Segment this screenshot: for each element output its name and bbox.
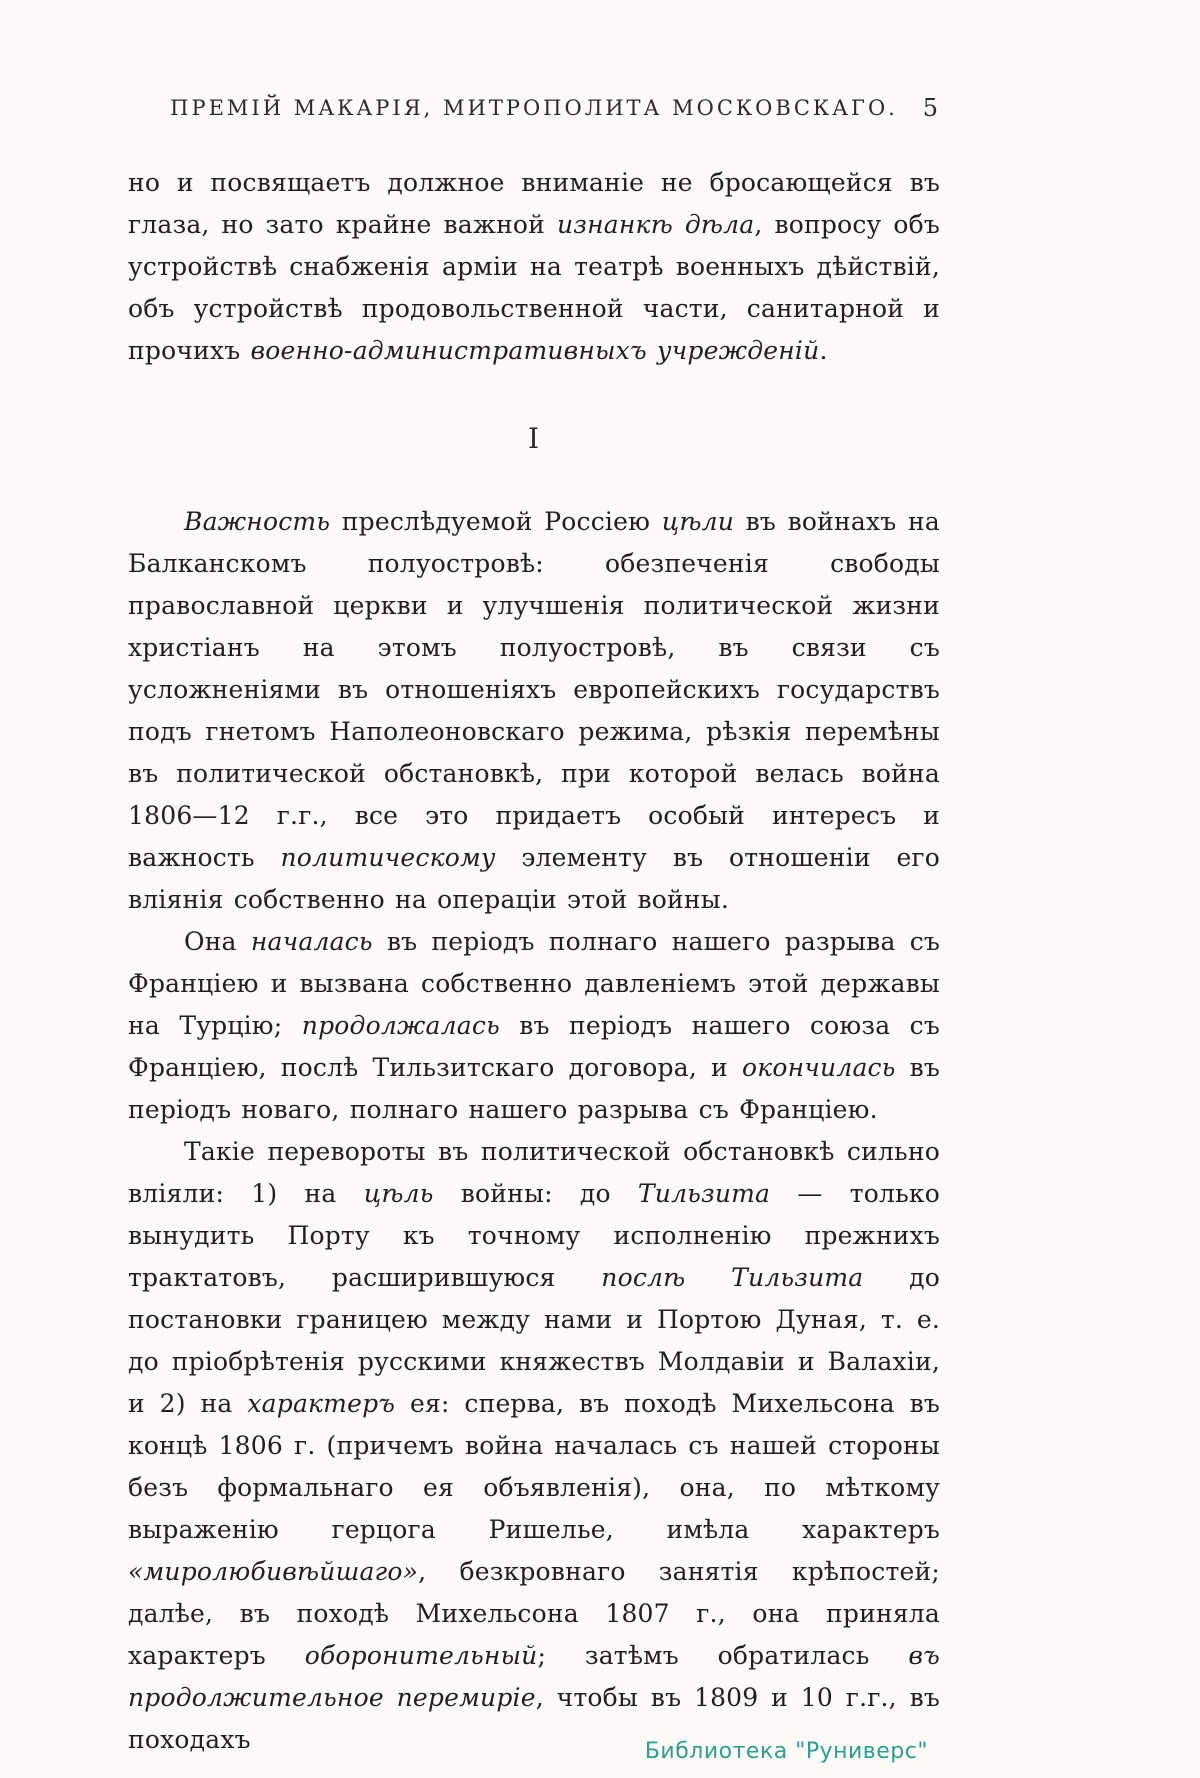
running-title: ПРЕМІЙ МАКАРІЯ, МИТРОПОЛИТА МОСКОВСКАГО. — [170, 96, 898, 120]
body-text: Она — [184, 927, 251, 956]
body-text: элементу въ отношеніи его вліянія собственно на операціи этой войны. — [128, 843, 940, 914]
emphasis-text: политическому — [280, 843, 496, 872]
body-text: въ періодъ нашего союза съ Франціею, послѣ Тильзитскаго договора, и — [128, 1011, 940, 1082]
emphasis-text: началась — [250, 927, 373, 956]
emphasis-text: Тильзита — [637, 1179, 771, 1208]
library-watermark: Библиотека "Руниверс" — [644, 1739, 928, 1764]
page-number: 5 — [922, 94, 938, 122]
body-text: въ войнахъ на Балканскомъ полуостровѣ: обезпеченія свободы православной церкви и улучшенія политической жизни христіанъ на этомъ полуостровѣ, въ связи съ усложненіями въ отношеніяхъ европейскихъ государствъ подъ гнетомъ Наполеоновскаго режима, рѣзкія перемѣны въ политической обстановкѣ, при которой велась война 1806—12 г.г., все это придаетъ особый интересъ и важность — [128, 507, 940, 872]
emphasis-text: Важность — [184, 507, 331, 536]
emphasis-text: оборонительный — [304, 1641, 538, 1670]
emphasis-text: продолжалась — [301, 1011, 500, 1040]
page-content — [128, 96, 940, 1761]
body-text: войны: до — [433, 1179, 638, 1208]
body-text: преслѣдуемой Россіею — [330, 507, 662, 536]
emphasis-text: цѣли — [661, 507, 735, 536]
running-header — [128, 96, 940, 130]
emphasis-text: «миролюбивѣйшаго» — [128, 1557, 419, 1586]
body-text: ея: сперва, въ походѣ Михельсона въ концѣ 1806 г. (причемъ война началась съ нашей стороны безъ формальнаго ея объявленія), она, по мѣткому выраженію герцога Ришелье, имѣла характеръ — [128, 1389, 940, 1544]
paragraph — [128, 501, 940, 921]
body-text: до постановки границею между нами и Портою Дуная, т. е. до пріобрѣтенія русскими княжествъ Молдавіи и Валахіи, и 2) на — [128, 1263, 941, 1418]
body-text: , чтобы въ 1809 и 10 г.г., въ походахъ — [128, 1683, 940, 1754]
paragraph-group-top — [128, 162, 940, 372]
paragraph-group-main — [128, 501, 940, 1761]
body-text: , вопросу объ устройствѣ снабженія арміи на театрѣ военныхъ дѣйствій, объ устройствѣ продовольственной части, санитарной и прочихъ — [128, 210, 940, 365]
body-text: ; затѣмъ обратилась — [537, 1641, 909, 1670]
body-text: — только вынудить Порту къ точному исполненію прежнихъ трактатовъ, расширившуюся — [128, 1179, 940, 1292]
section-heading: I — [527, 422, 541, 455]
emphasis-text: окончилась — [741, 1053, 896, 1082]
emphasis-text: послѣ Тильзита — [601, 1263, 864, 1292]
paragraph — [128, 162, 940, 372]
body-text: , безкровнаго занятія крѣпостей; далѣе, въ походѣ Михельсона 1807 г., она приняла характеръ — [128, 1557, 940, 1670]
body-text: Такіе перевороты въ политической обстановкѣ сильно вліяли: 1) на — [128, 1137, 940, 1208]
emphasis-text: военно-административныхъ учрежденій — [250, 336, 820, 365]
emphasis-text: въ продолжительное перемиріе — [128, 1641, 940, 1712]
paragraph — [128, 921, 940, 1131]
emphasis-text: характеръ — [247, 1389, 396, 1418]
emphasis-text: цѣль — [363, 1179, 434, 1208]
body-text: . — [819, 336, 828, 365]
body-text: но и посвящаетъ должное вниманіе не бросающейся въ глаза, но зато крайне важной — [128, 168, 940, 239]
emphasis-text: изнанкѣ дѣла — [556, 210, 755, 239]
paragraph — [128, 1131, 940, 1761]
body-text: въ періодъ новаго, полнаго нашего разрыва съ Франціею. — [128, 1053, 941, 1124]
body-text: въ періодъ полнаго нашего разрыва съ Франціею и вызвана собственно давленіемъ этой державы на Турцію; — [128, 927, 941, 1040]
